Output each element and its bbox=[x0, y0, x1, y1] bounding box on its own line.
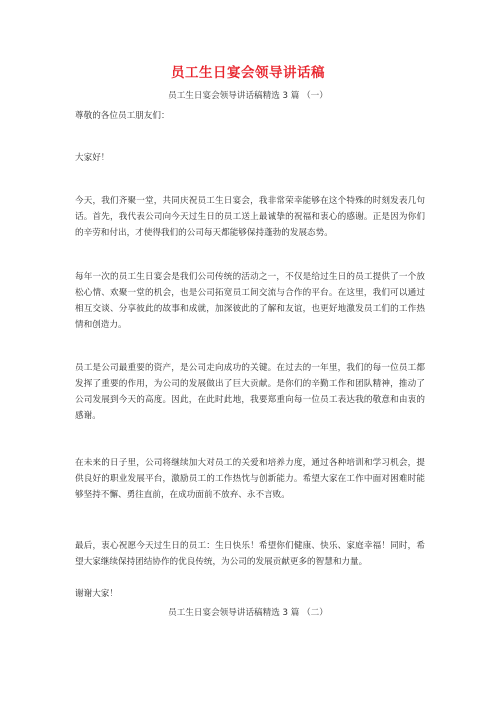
greeting-line: 尊敬的各位员工朋友们： bbox=[75, 111, 170, 121]
closing-line: 谢谢大家！ bbox=[75, 589, 118, 599]
section-heading-1: 员工生日宴会领导讲话稿精选 3 篇 （一） bbox=[168, 91, 328, 101]
body-paragraph-5: 最后，衷心祝愿今天过生日的员工：生日快乐！希望你们健康、快乐、家庭幸福！同时，希望大家继续保持团结协作的优良传统，为公司的发展贡献更多的智慧和力量。 bbox=[75, 541, 425, 567]
section-heading-2: 员工生日宴会领导讲话稿精选 3 篇 （二） bbox=[168, 608, 328, 618]
body-paragraph-1: 今天，我们齐聚一堂，共同庆祝员工生日宴会，我非常荣幸能够在这个特殊的时刻发表几句话。首先，我代表公司向今天过生日的员工送上最诚挚的祝福和衷心的感谢。正是因为你们的辛劳和付出，才使得我们的公司每天都能够保持蓬勃的发展态势。 bbox=[75, 196, 425, 238]
document-title: 员工生日宴会领导讲话稿 bbox=[171, 65, 325, 81]
body-paragraph-4: 在未来的日子里，公司将继续加大对员工的关爱和培养力度，通过各种培训和学习机会，提供良好的职业发展平台，激励员工的工作热忱与创新能力。希望大家在工作中面对困难时能够坚持不懈、勇往直前，在成功面前不放弃、永不言败。 bbox=[75, 458, 425, 500]
body-paragraph-3: 员工是公司最重要的资产，是公司走向成功的关键。在过去的一年里，我们的每一位员工都发挥了重要的作用，为公司的发展做出了巨大贡献。是你们的辛勤工作和团队精神，推动了公司发展到今天的高度。因此，在此时此地，我要郑重向每一位员工表达我的敬意和由衷的感谢。 bbox=[75, 363, 425, 421]
body-paragraph-2: 每年一次的员工生日宴会是我们公司传统的活动之一，不仅是给过生日的员工提供了一个放松心情、欢聚一堂的机会，也是公司拓宽员工间交流与合作的平台。在这里，我们可以通过相互交谈、分享彼此的故事和成就，加深彼此的了解和友谊，也更好地激发员工们的工作热情和创造力。 bbox=[75, 272, 425, 330]
salutation-line: 大家好！ bbox=[75, 153, 110, 163]
